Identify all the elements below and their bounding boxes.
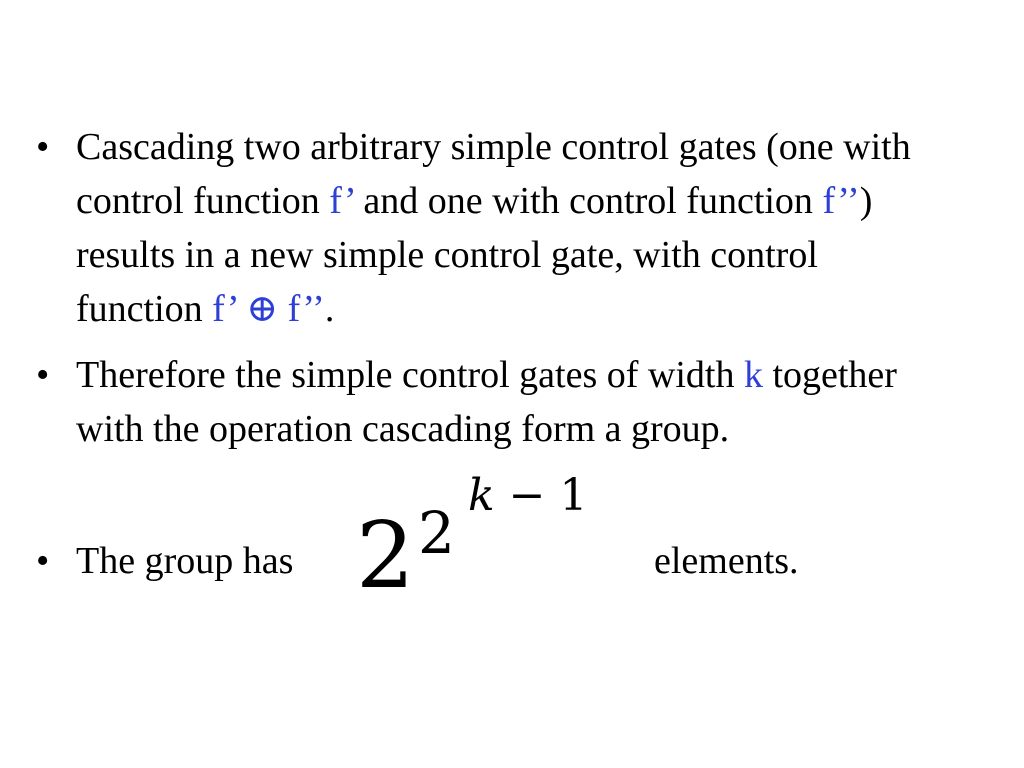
function-xor-expression: f’ ⊕ f’’ (212, 288, 325, 330)
function-f-prime: f’ (329, 180, 354, 222)
bullet-dot: • (36, 126, 50, 168)
text-segment: together with the operation cascading form a group. (76, 354, 897, 450)
width-variable-k: k (743, 354, 763, 396)
text-segment: and one with control function (353, 180, 823, 222)
bullet-dot: • (36, 540, 50, 582)
formula-base: 2 (356, 502, 415, 609)
formula-exponent-exponent (468, 470, 588, 521)
text-segment: elements. (654, 540, 799, 582)
formula-exponent-base: 2 (418, 499, 455, 567)
bullet-list (36, 120, 936, 468)
bullet-item-2 (36, 348, 936, 456)
formula-minus-one: − 1 (494, 470, 588, 521)
function-f-double-prime: f’’ (822, 180, 860, 222)
text-segment: ) results in a new simple control gate, with control function (76, 180, 873, 330)
text-segment: The group has (76, 540, 294, 582)
text-segment: . (324, 288, 335, 330)
bullet-dot: • (36, 354, 50, 396)
power-formula (356, 470, 636, 624)
text-segment: Therefore the simple control gates of width (76, 354, 744, 396)
bullet-item-3 (36, 470, 936, 609)
formula-variable-k: k (468, 470, 495, 521)
bullet-item-1 (36, 120, 936, 336)
text-segment: Cascading two arbitrary simple control gates (one with control function (76, 126, 911, 222)
